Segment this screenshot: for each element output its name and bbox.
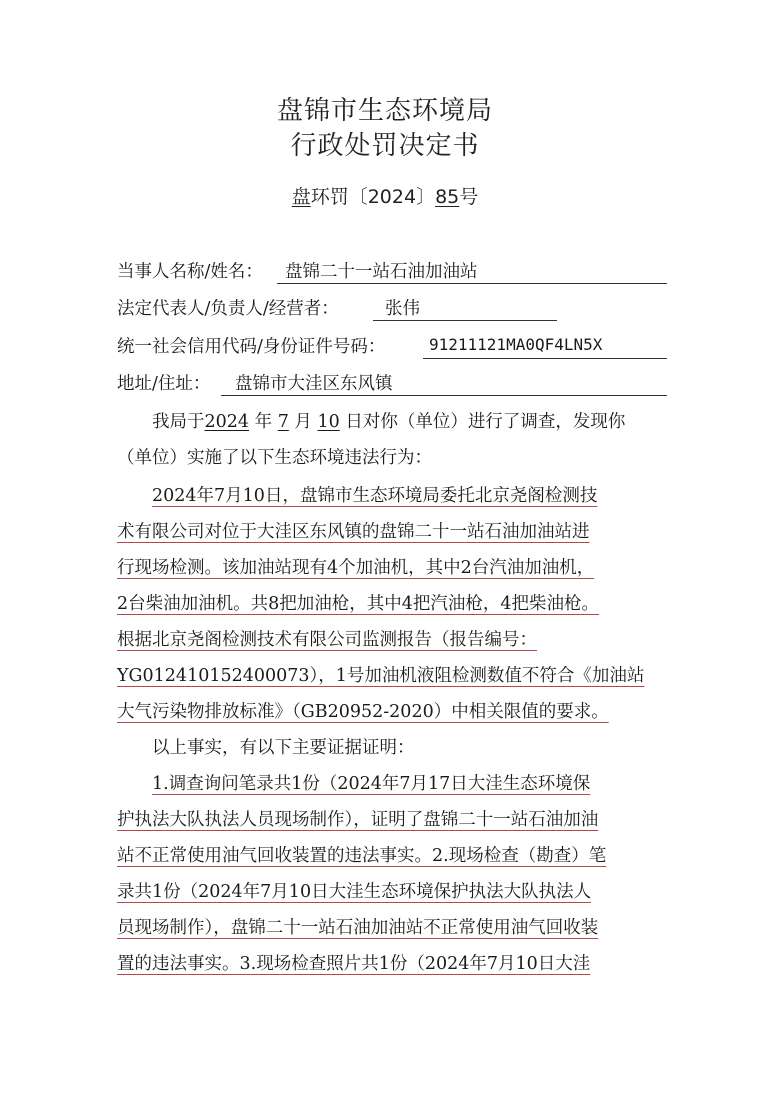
intro-text-a: 我局于: [152, 412, 205, 432]
intro-month: 7: [277, 412, 289, 432]
party-name-value: 盘锦二十一站石油加油站: [285, 262, 478, 282]
evidence-line: 站不正常使用油气回收装置的违法事实。2.现场检查（勘查）笔: [117, 846, 607, 866]
evidence-intro: 以上事实，有以下主要证据证明：: [152, 738, 415, 758]
intro-day: 10: [317, 412, 340, 432]
document-number-num: 85: [435, 186, 460, 208]
facts-line: 2024年7月10日，盘锦市生态环境局委托北京尧阁检测技: [152, 486, 598, 506]
party-name-label: 当事人名称/姓名：: [117, 262, 263, 282]
representative-field: [117, 295, 667, 325]
agency-title: 盘锦市生态环境局: [276, 96, 493, 126]
address-underline: [221, 395, 667, 396]
intro-line-2: （单位）实施了以下生态环境违法行为：: [117, 448, 432, 468]
credit-code-underline: [423, 358, 667, 359]
party-name-underline: [277, 283, 667, 284]
intro-year: 2024: [204, 412, 250, 432]
representative-underline: [373, 320, 557, 321]
intro-text-d: 日对你（单位）进行了调查，发现你: [345, 412, 626, 432]
intro-text-b: 年: [254, 412, 273, 432]
address-value: 盘锦市大洼区东风镇: [235, 374, 393, 394]
evidence-line: 护执法大队执法人员现场制作），证明了盘锦二十一站石油加油: [117, 810, 599, 830]
document-number-suffix: 号: [459, 186, 479, 208]
facts-line: 术有限公司对位于大洼区东风镇的盘锦二十一站石油加油站进: [117, 522, 590, 542]
evidence-line: 员现场制作），盘锦二十一站石油加油站不正常使用油气回收装: [117, 918, 599, 938]
facts-line: 大气污染物排放标准》（GB20952-2020）中相关限值的要求。: [117, 702, 609, 722]
evidence-paragraph: [117, 766, 667, 982]
address-label: 地址/住址：: [117, 374, 211, 394]
document-number-mid: 环罚〔2024〕: [310, 186, 436, 208]
facts-paragraph: [117, 478, 667, 730]
facts-line: 行现场检测。该加油站现有4个加油机，其中2台汽油加油机，: [117, 558, 595, 578]
document-type-title: 行政处罚决定书: [290, 131, 480, 161]
facts-line: 2台柴油加油机。共8把加油枪，其中4把汽油枪，4把柴油枪。: [117, 594, 600, 614]
facts-line: 根据北京尧阁检测技术有限公司监测报告（报告编号：: [117, 630, 537, 650]
document-number: [0, 182, 770, 209]
address-field: [117, 370, 667, 400]
credit-code-value: 91211121MA0QF4LN5X: [429, 335, 603, 354]
intro-text-c: 月: [294, 412, 312, 432]
intro-line-1: [117, 404, 667, 440]
party-name-field: [117, 258, 667, 288]
intro-paragraph: [117, 404, 667, 476]
evidence-line: 录共1份（2024年7月10日大洼生态环境保护执法大队执法人: [117, 882, 592, 902]
facts-line: YG012410152400073），1号加油机液阻检测数值不符合《加油站: [117, 666, 645, 686]
credit-code-field: [117, 333, 667, 363]
representative-value: 张伟: [385, 299, 420, 319]
document-number-prefix: 盘: [291, 186, 311, 208]
evidence-intro-paragraph: [117, 730, 667, 766]
evidence-line: 1.调查询问笔录共1份（2024年7月17日大洼生态环境保: [152, 774, 591, 794]
representative-label: 法定代表人/负责人/经营者：: [117, 299, 339, 319]
credit-code-label: 统一社会信用代码/身份证件号码：: [117, 337, 386, 357]
evidence-line: 置的违法事实。3.现场检查照片共1份（2024年7月10日大洼: [117, 954, 591, 974]
